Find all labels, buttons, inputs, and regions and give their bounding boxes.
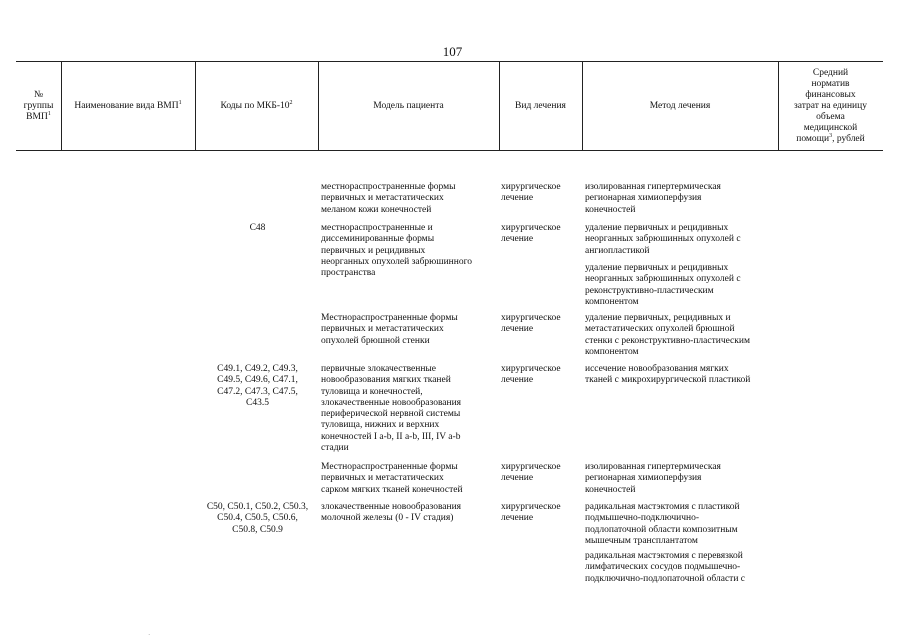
- table-row-4-treatment: хирургическое лечение: [501, 462, 561, 484]
- table-row-0-model: местнораспространенные формы первичных и метастатических меланом кожи конечностей: [321, 182, 456, 215]
- table-row-5-method-0: радикальная мастэктомия с пластикой подмышечно-подключично- подлопаточной области композитным мышечным трансплантатом: [585, 502, 740, 546]
- header-vmp-name: Наименование вида ВМП$^1$: [74, 99, 182, 111]
- table-row-2-model: Местнораспространенные формы первичных и метастатических опухолей брюшной стенки: [321, 313, 458, 346]
- table-row-2-method-0: удаление первичных, рецидивных и метастатических опухолей брюшной стенки с реконструктивно-пластическим компонентом: [585, 313, 750, 357]
- table-row-3-treatment: хирургическое лечение: [501, 364, 561, 386]
- table-row-4-model: Местнораспространенные формы первичных и метастатических сарком мягких тканей конечностей: [321, 462, 463, 495]
- table-row-5-model: злокачественные новообразования молочной железы (0 - IV стадия): [321, 502, 462, 524]
- table-row-3-method-0: иссечение новообразования мягких тканей с микрохирургической пластикой: [585, 364, 751, 386]
- table-row-3-code: C49.1, C49.2, C49.3, C49.5, C49.6, C47.1, C47.2, C47.3, C47.5, C43.5: [217, 364, 298, 408]
- table-row-3-model: первичные злокачественные новообразования мягких тканей туловища и конечностей, злокачественные новообразования периферической нервной системы туловища, нижних и верхних конечностей I a-b, II a-b, III, IV a-b стадии: [321, 364, 462, 454]
- table-row-0-method-0: изолированная гипертермическая регионарная химиоперфузия конечностей: [585, 182, 721, 215]
- header-treatment-method: Метод лечения: [649, 100, 711, 111]
- header-cost-norm: Средний норматив финансовых затрат на единицу объема медицинской помощи$^3$, рублей: [794, 67, 867, 144]
- table-row-2-treatment: хирургическое лечение: [501, 313, 561, 335]
- page-number: 107: [442, 44, 463, 59]
- table-row-1-code: C48: [249, 223, 266, 233]
- header-patient-model: Модель пациента: [373, 100, 444, 111]
- scan-speck: ·: [148, 631, 151, 639]
- header-treatment-type: Вид лечения: [515, 100, 566, 111]
- table-row-0-treatment: хирургическое лечение: [501, 182, 561, 204]
- table-row-1-model: местнораспространенные и диссеминированные формы первичных и рецидивных неорганных опухолей забрюшинного пространства: [321, 223, 472, 279]
- table-header: [16, 61, 883, 151]
- header-group-number: № группы ВМП$^1$: [23, 89, 54, 122]
- table-row-5-code: C50, C50.1, C50.2, C50.3, C50.4, C50.5, C50.6, C50.8, C50.9: [206, 502, 309, 535]
- table-row-5-method-1: радикальная мастэктомия с перевязкой лимфатических сосудов подмышечно- подключично-подлопаточной области с: [585, 551, 746, 584]
- table-row-1-method-0: удаление первичных и рецидивных неорганных забрюшинных опухолей с ангиопластикой: [585, 223, 741, 256]
- header-icd-codes: Коды по МКБ-$10^2$: [220, 99, 293, 111]
- table-row-5-treatment: хирургическое лечение: [501, 502, 561, 524]
- table-row-1-treatment: хирургическое лечение: [501, 223, 561, 245]
- table-row-1-method-1: удаление первичных и рецидивных неорганных забрюшинных опухолей с реконструктивно-пластическим компонентом: [585, 263, 741, 307]
- table-row-4-method-0: изолированная гипертермическая регионарная химиоперфузия конечностей: [585, 462, 721, 495]
